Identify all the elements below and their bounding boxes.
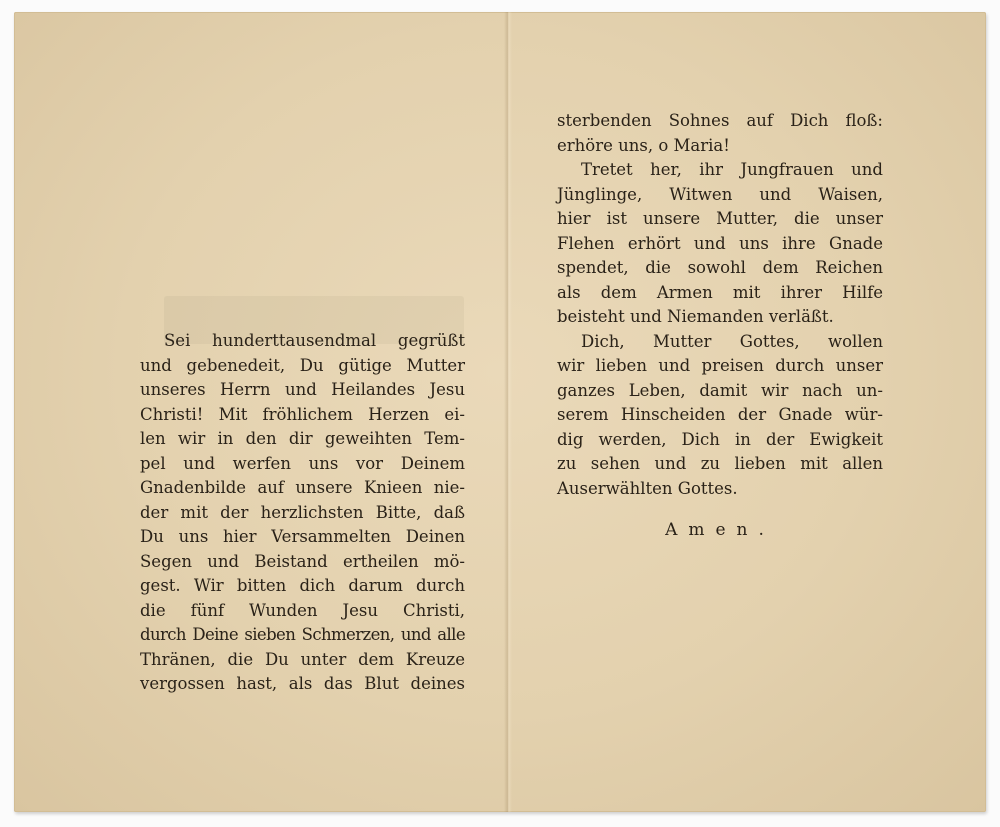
text-line: len wir in den dir geweihten Tem-: [140, 429, 465, 448]
text-line: die fünf Wunden Jesu Christi,: [140, 600, 465, 620]
center-fold: [504, 12, 512, 812]
text-line: ganzes Leben, damit wir nach un-: [557, 380, 883, 400]
text-line: Gnadenbilde auf unsere Knieen nie-: [140, 478, 465, 497]
text-line: Jünglinge, Witwen und Waisen,: [557, 184, 883, 204]
text-line: hier ist unsere Mutter, die unser: [557, 209, 883, 228]
text-line: Christi! Mit fröhlichem Herzen ei-: [140, 404, 465, 424]
text-line: serem Hinscheiden der Gnade wür-: [557, 405, 883, 424]
text-line: erhöre uns, o Maria!: [557, 135, 730, 155]
text-line: zu sehen und zu lieben mit allen: [557, 454, 883, 473]
text-line: Flehen erhört und uns ihre Gnade: [557, 233, 883, 253]
text-line: Dich, Mutter Gottes, wollen: [581, 331, 883, 351]
text-line: spendet, die sowohl dem Reichen: [557, 258, 883, 277]
text-line: Auserwählten Gottes.: [557, 478, 738, 498]
text-line: Segen und Beistand ertheilen mö-: [140, 551, 465, 571]
text-line: Sei hunderttausendmal gegrüßt: [164, 331, 465, 350]
text-line: beisteht und Niemanden verläßt.: [557, 307, 834, 326]
text-line: pel und werfen uns vor Deinem: [140, 453, 465, 473]
text-line: Tretet her, ihr Jungfrauen und: [581, 160, 883, 179]
text-line: wir lieben und preisen durch unser: [557, 356, 883, 375]
text-line: der mit der herzlichsten Bitte, daß: [140, 502, 465, 522]
text-line: und gebenedeit, Du gütige Mutter: [140, 355, 465, 375]
right-page-text: [557, 109, 883, 501]
text-line: Du uns hier Versammelten Deinen: [140, 527, 465, 546]
text-line: dig werden, Dich in der Ewigkeit: [557, 429, 883, 449]
text-line: sterbenden Sohnes auf Dich floß:: [557, 111, 883, 130]
amen-closing: Amen.: [665, 520, 775, 540]
text-line: unseres Herrn und Heilandes Jesu: [140, 380, 465, 399]
left-page-text: [140, 329, 465, 697]
text-line: als dem Armen mit ihrer Hilfe: [557, 282, 883, 302]
text-line: gest. Wir bitten dich darum durch: [140, 576, 465, 595]
text-line: vergossen hast, als das Blut deines: [140, 674, 465, 693]
text-line: durch Deine sieben Schmerzen, und alle: [140, 625, 465, 644]
text-line: Thränen, die Du unter dem Kreuze: [140, 649, 465, 669]
